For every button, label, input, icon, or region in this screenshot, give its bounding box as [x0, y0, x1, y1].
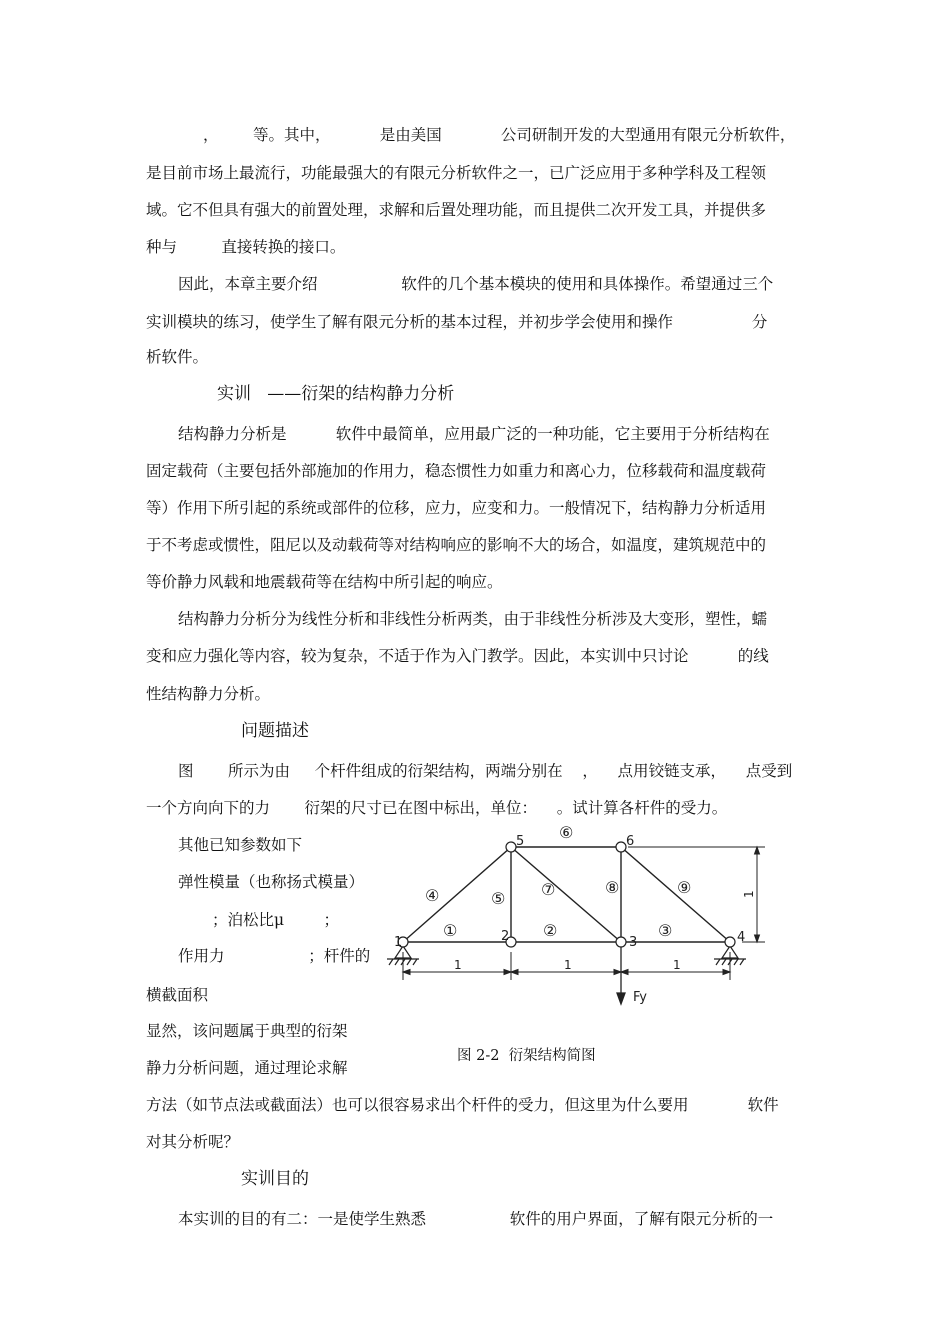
intro-line-3: 域。它不但具有强大的前置处理，求解和后置处理功能，而且提供二次开发工具，并提供多: [146, 201, 767, 219]
p2-line-3: 析软件。: [146, 348, 209, 366]
params-line-2: 弹性模量（也称扬式模量）: [178, 873, 365, 891]
params-line-5: 横截面积: [146, 986, 209, 1004]
joint-5: [506, 842, 516, 852]
p3-line-1: 结构静力分析是 软件中最简单，应用最广泛的一种功能，它主要用于分析结构在: [178, 425, 770, 443]
section-heading-goal: 实训目的: [241, 1169, 309, 1189]
section-heading-truss: 实训 ——衍架的结构静力分析: [217, 384, 455, 404]
intro-line-2: 是目前市场上最流行，功能最强大的有限元分析软件之一，已广泛应用于多种学科及工程领: [146, 164, 767, 182]
node-label-4: 4: [737, 930, 746, 945]
intro-line-4: 种与 直接转换的接口。: [146, 238, 346, 256]
p7-line-1: 本实训的目的有二：一是使学生熟悉 软件的用户界面，了解有限元分析的一: [178, 1210, 774, 1228]
p4-line-3: 性结构静力分析。: [146, 685, 271, 703]
member-label-8: ⑧: [605, 878, 620, 897]
p5-line-2: 一个方向向下的力 衍架的尺寸已在图中标出，单位： 。试计算各杆件的受力。: [146, 799, 728, 817]
member-label-3: ③: [658, 921, 673, 940]
member-label-5: ⑤: [491, 889, 506, 908]
params-line-3: ；泊松比μ ；: [212, 911, 339, 929]
p3-line-3: 等）作用下所引起的系统或部件的位移，应力，应变和力。一般情况下，结构静力分析适用: [146, 499, 767, 517]
member-label-4: ④: [425, 886, 440, 905]
force-label: Fy: [633, 990, 647, 1005]
p6-line-2: 对其分析呢？: [146, 1133, 240, 1151]
params-line-6: 显然，该问题属于典型的衍架: [146, 1022, 348, 1040]
node-label-3: 3: [629, 935, 638, 950]
p3-line-5: 等价静力风载和地震载荷等在结构中所引起的响应。: [146, 573, 503, 591]
member-label-9: ⑨: [677, 878, 692, 897]
figure-caption: 图 2-2 衍架结构简图: [457, 1048, 596, 1064]
member-label-1: ①: [443, 921, 458, 940]
params-line-4: 作用力 ；杆件的: [178, 947, 371, 965]
p6-line-1: 方法（如节点法或截面法）也可以很容易求出个杆件的受力，但这里为什么要用 软件: [146, 1096, 779, 1114]
p3-line-2: 固定载荷（主要包括外部施加的作用力，稳态惯性力如重力和离心力，位移载荷和温度载荷: [146, 462, 767, 480]
intro-line-1: ， 等。其中， 是由美国 公司研制开发的大型通用有限元分析软件，: [203, 126, 796, 144]
params-line-7: 静力分析问题，通过理论求解: [146, 1059, 348, 1077]
node-label-2: 2: [501, 929, 510, 944]
p3-line-4: 于不考虑或惯性，阻尼以及动载荷等对结构响应的影响不大的场合，如温度，建筑规范中的: [146, 536, 767, 554]
node-label-6: 6: [626, 834, 635, 849]
member-label-6: ⑥: [559, 823, 574, 842]
p4-line-1: 结构静力分析分为线性分析和非线性分析两类，由于非线性分析涉及大变形，塑性，蠕: [178, 610, 768, 628]
joint-3: [616, 937, 626, 947]
node-label-5: 5: [516, 834, 525, 849]
params-line-1: 其他已知参数如下: [178, 836, 303, 854]
p5-line-1: 图 所示为由 个杆件组成的衍架结构，两端分别在 ， 点用铰链支承， 点受到: [178, 762, 793, 780]
p4-line-2: 变和应力强化等内容，较为复杂，不适于作为入门教学。因此，本实训中只讨论 的线: [146, 647, 769, 665]
section-heading-problem: 问题描述: [241, 721, 309, 741]
dim-label-1: 1: [454, 958, 462, 972]
member-9: [621, 847, 730, 942]
node-label-1: 1: [394, 935, 403, 950]
dim-label-vertical: 1: [742, 890, 756, 898]
member-label-2: ②: [543, 921, 558, 940]
dim-label-2: 1: [564, 958, 572, 972]
joint-4: [725, 937, 735, 947]
p2-line-1: 因此，本章主要介绍 软件的几个基本模块的使用和具体操作。希望通过三个: [178, 275, 774, 293]
joint-6: [616, 842, 626, 852]
member-label-7: ⑦: [541, 880, 556, 899]
dim-label-3: 1: [673, 958, 681, 972]
p2-line-2: 实训模块的练习，使学生了解有限元分析的基本过程，并初步学会使用和操作 分: [146, 313, 768, 331]
